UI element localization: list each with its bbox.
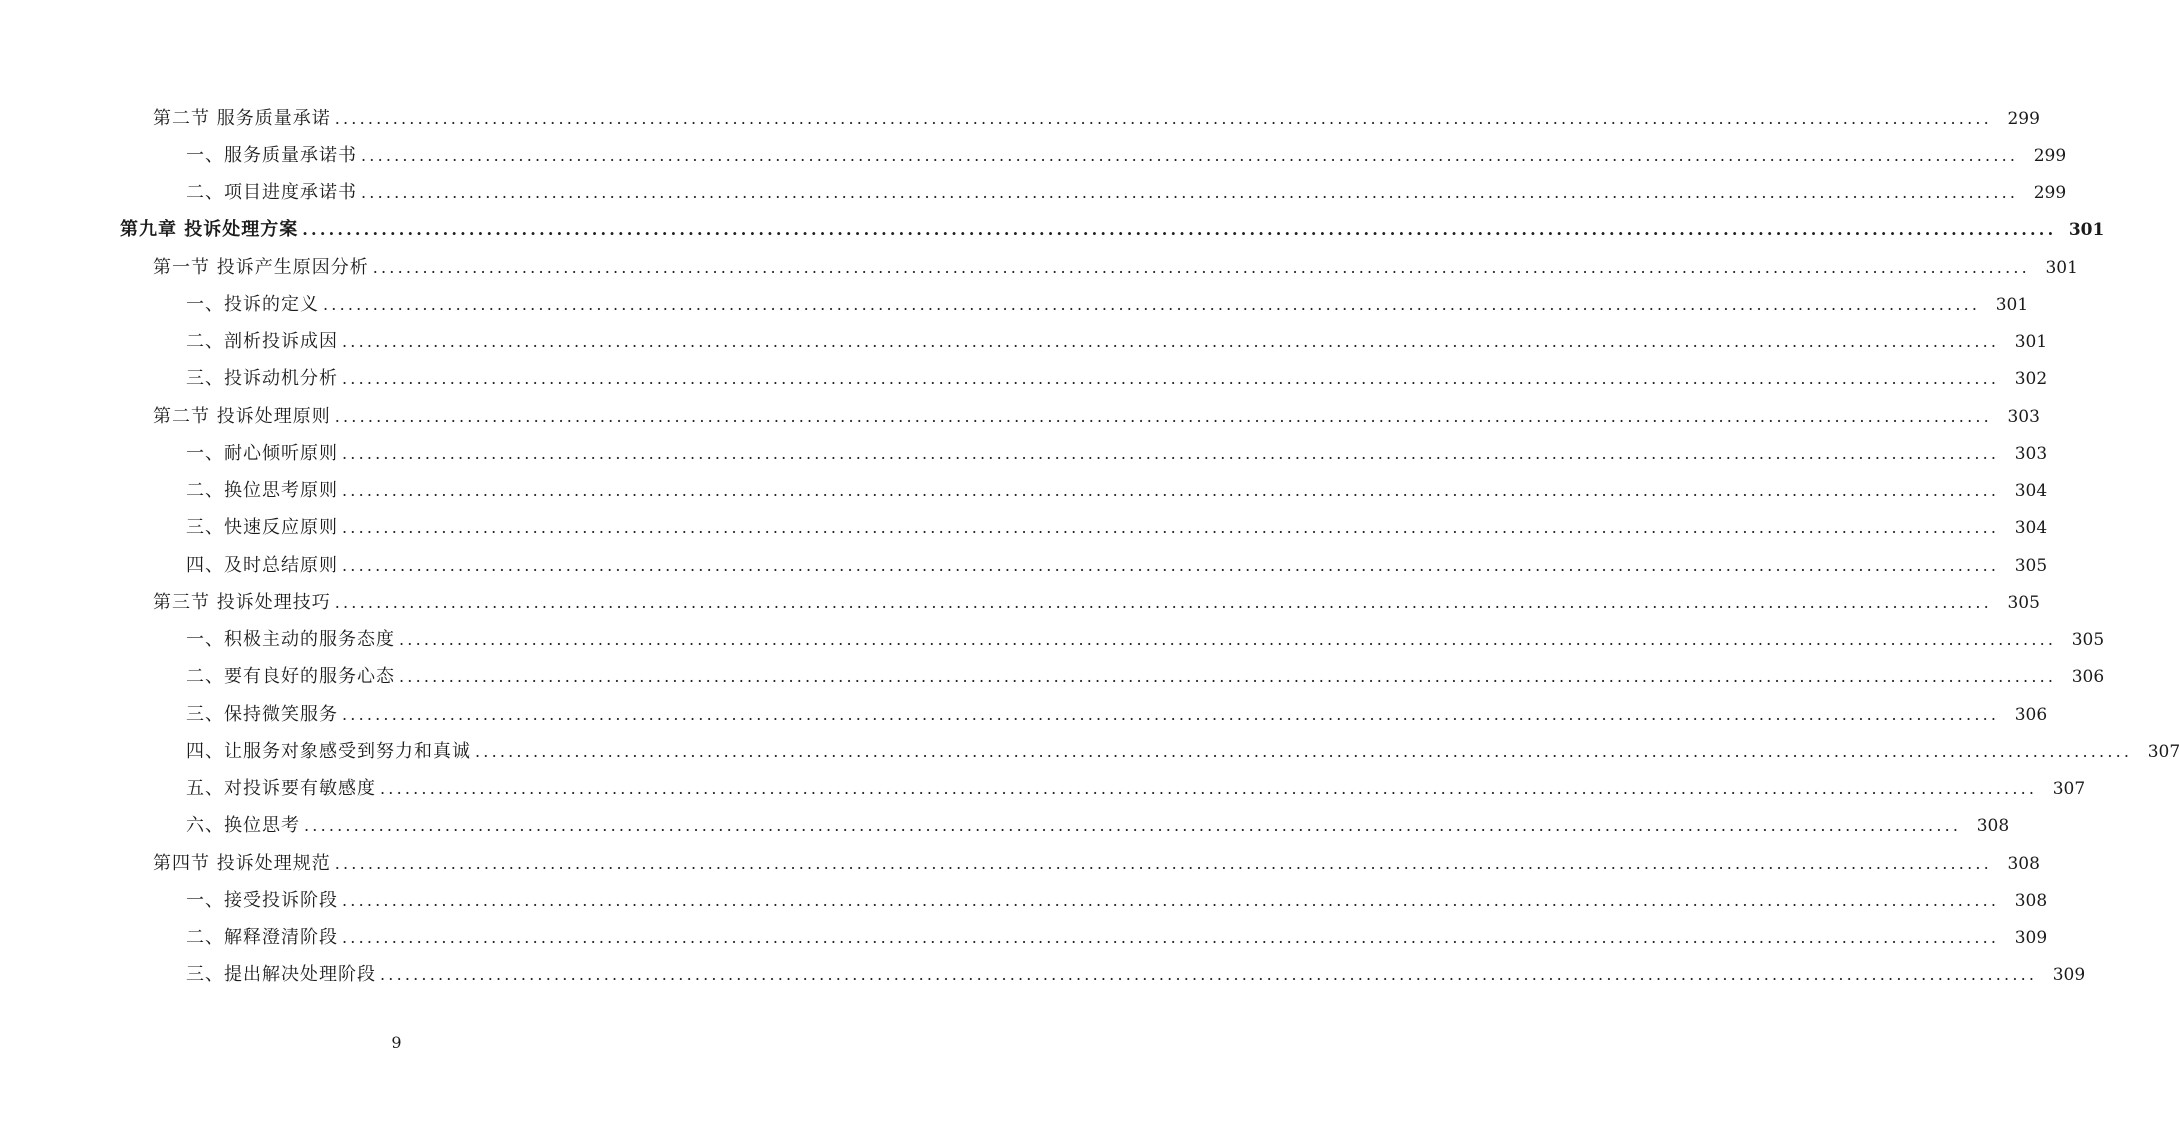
toc-dot-leader: ........................................................................................................................................................................................................ [342, 369, 2000, 389]
toc-dot-leader: ........................................................................................................................................................................................................ [334, 108, 1992, 128]
toc-entry-title: 三、快速反应原则 [186, 517, 338, 539]
toc-subsection-entry[interactable] [0, 696, 2048, 733]
toc-subsection-entry[interactable] [0, 510, 2048, 547]
toc-entry-title: 第三节 投诉处理技巧 [153, 591, 331, 613]
toc-entry-title: 四、及时总结原则 [186, 554, 338, 576]
toc-entry-title: 三、保持微笑服务 [186, 703, 338, 725]
toc-subsection-entry[interactable] [0, 622, 2105, 659]
toc-entry-page: 305 [2071, 630, 2105, 651]
toc-dot-leader: ........................................................................................................................................................................................................ [361, 145, 2019, 165]
toc-subsection-entry[interactable] [0, 733, 2180, 770]
toc-entry-page: 301 [2014, 332, 2048, 353]
toc-entry-page: 306 [2071, 667, 2105, 688]
toc-dot-leader: ........................................................................................................................................................................................................ [342, 555, 2000, 575]
toc-dot-leader: ........................................................................................................................................................................................................ [380, 965, 2038, 985]
toc-entry-title: 三、提出解决处理阶段 [186, 964, 376, 986]
toc-dot-leader: ........................................................................................................................................................................................................ [399, 630, 2057, 650]
toc-entry-page: 299 [2007, 108, 2040, 129]
toc-dot-leader: ........................................................................................................................................................................................................ [323, 294, 1981, 314]
toc-subsection-entry[interactable] [0, 473, 2048, 510]
toc-dot-leader: ........................................................................................................................................................................................................ [304, 816, 1962, 836]
toc-entry-title: 一、接受投诉阶段 [186, 889, 338, 911]
toc-entry-page: 308 [2014, 890, 2048, 911]
toc-subsection-entry[interactable] [0, 771, 2086, 808]
toc-dot-leader: ........................................................................................................................................................................................................ [342, 704, 2000, 724]
toc-subsection-entry[interactable] [0, 547, 2048, 584]
toc-entry-page: 306 [2014, 704, 2048, 725]
toc-subsection-entry[interactable] [0, 286, 2029, 323]
toc-chapter-entry[interactable] [0, 212, 2105, 249]
toc-entry-page: 301 [2068, 220, 2105, 241]
toc-entry-title: 二、项目进度承诺书 [186, 182, 357, 204]
toc-entry-title: 一、积极主动的服务态度 [186, 629, 395, 651]
toc-entry-title: 二、解释澄清阶段 [186, 927, 338, 949]
toc-entry-page: 305 [2007, 592, 2040, 613]
toc-dot-leader: ........................................................................................................................................................................................................ [302, 220, 2057, 240]
toc-subsection-entry[interactable] [0, 137, 2067, 174]
toc-section-entry[interactable] [0, 584, 2040, 621]
table-of-contents [0, 100, 2180, 994]
toc-dot-leader: ........................................................................................................................................................................................................ [361, 183, 2019, 203]
toc-dot-leader: ........................................................................................................................................................................................................ [334, 853, 1992, 873]
toc-dot-leader: ........................................................................................................................................................................................................ [342, 443, 2000, 463]
toc-dot-leader: ........................................................................................................................................................................................................ [399, 667, 2057, 687]
toc-section-entry[interactable] [0, 398, 2040, 435]
toc-dot-leader: ........................................................................................................................................................................................................ [334, 592, 1992, 612]
toc-entry-page: 299 [2033, 145, 2067, 166]
toc-entry-page: 302 [2014, 369, 2048, 390]
toc-entry-page: 304 [2014, 518, 2048, 539]
toc-entry-page: 308 [2007, 853, 2040, 874]
toc-entry-title: 五、对投诉要有敏感度 [186, 778, 376, 800]
toc-entry-title: 第四节 投诉处理规范 [153, 852, 331, 874]
toc-entry-page: 301 [1995, 294, 2029, 315]
toc-subsection-entry[interactable] [0, 920, 2048, 957]
toc-entry-page: 309 [2014, 928, 2048, 949]
toc-subsection-entry[interactable] [0, 957, 2086, 994]
toc-section-entry[interactable] [0, 845, 2040, 882]
toc-entry-page: 308 [1976, 816, 2010, 837]
toc-entry-page: 305 [2014, 555, 2048, 576]
toc-entry-title: 二、要有良好的服务心态 [186, 666, 395, 688]
page-number: 9 [391, 1033, 402, 1052]
toc-entry-title: 二、剖析投诉成因 [186, 331, 338, 353]
toc-entry-page: 303 [2014, 443, 2048, 464]
toc-dot-leader: ........................................................................................................................................................................................................ [475, 741, 2133, 761]
toc-dot-leader: ........................................................................................................................................................................................................ [372, 257, 2030, 277]
toc-dot-leader: ........................................................................................................................................................................................................ [342, 928, 2000, 948]
toc-subsection-entry[interactable] [0, 175, 2067, 212]
toc-subsection-entry[interactable] [0, 882, 2048, 919]
toc-entry-page: 309 [2052, 965, 2086, 986]
toc-entry-page: 307 [2052, 779, 2086, 800]
toc-entry-title: 一、投诉的定义 [186, 293, 319, 315]
toc-entry-page: 299 [2033, 183, 2067, 204]
toc-dot-leader: ........................................................................................................................................................................................................ [334, 406, 1992, 426]
toc-section-entry[interactable] [0, 100, 2040, 137]
toc-dot-leader: ........................................................................................................................................................................................................ [342, 890, 2000, 910]
toc-dot-leader: ........................................................................................................................................................................................................ [342, 332, 2000, 352]
toc-entry-page: 307 [2147, 741, 2180, 762]
toc-entry-title: 四、让服务对象感受到努力和真诚 [186, 740, 471, 762]
toc-entry-title: 第二节 服务质量承诺 [153, 107, 331, 129]
toc-dot-leader: ........................................................................................................................................................................................................ [380, 779, 2038, 799]
toc-subsection-entry[interactable] [0, 808, 2010, 845]
toc-dot-leader: ........................................................................................................................................................................................................ [342, 518, 2000, 538]
toc-entry-title: 六、换位思考 [186, 815, 300, 837]
toc-entry-title: 第二节 投诉处理原则 [153, 405, 331, 427]
toc-entry-title: 一、耐心倾听原则 [186, 442, 338, 464]
toc-subsection-entry[interactable] [0, 324, 2048, 361]
toc-entry-title: 一、服务质量承诺书 [186, 144, 357, 166]
toc-entry-page: 304 [2014, 481, 2048, 502]
toc-section-entry[interactable] [0, 249, 2078, 286]
toc-dot-leader: ........................................................................................................................................................................................................ [342, 481, 2000, 501]
toc-entry-page: 303 [2007, 406, 2040, 427]
toc-entry-title: 第九章 投诉处理方案 [120, 219, 299, 241]
toc-entry-title: 第一节 投诉产生原因分析 [153, 256, 369, 278]
toc-subsection-entry[interactable] [0, 659, 2105, 696]
toc-entry-title: 二、换位思考原则 [186, 480, 338, 502]
toc-entry-title: 三、投诉动机分析 [186, 368, 338, 390]
toc-entry-page: 301 [2045, 257, 2078, 278]
toc-subsection-entry[interactable] [0, 361, 2048, 398]
toc-subsection-entry[interactable] [0, 435, 2048, 472]
